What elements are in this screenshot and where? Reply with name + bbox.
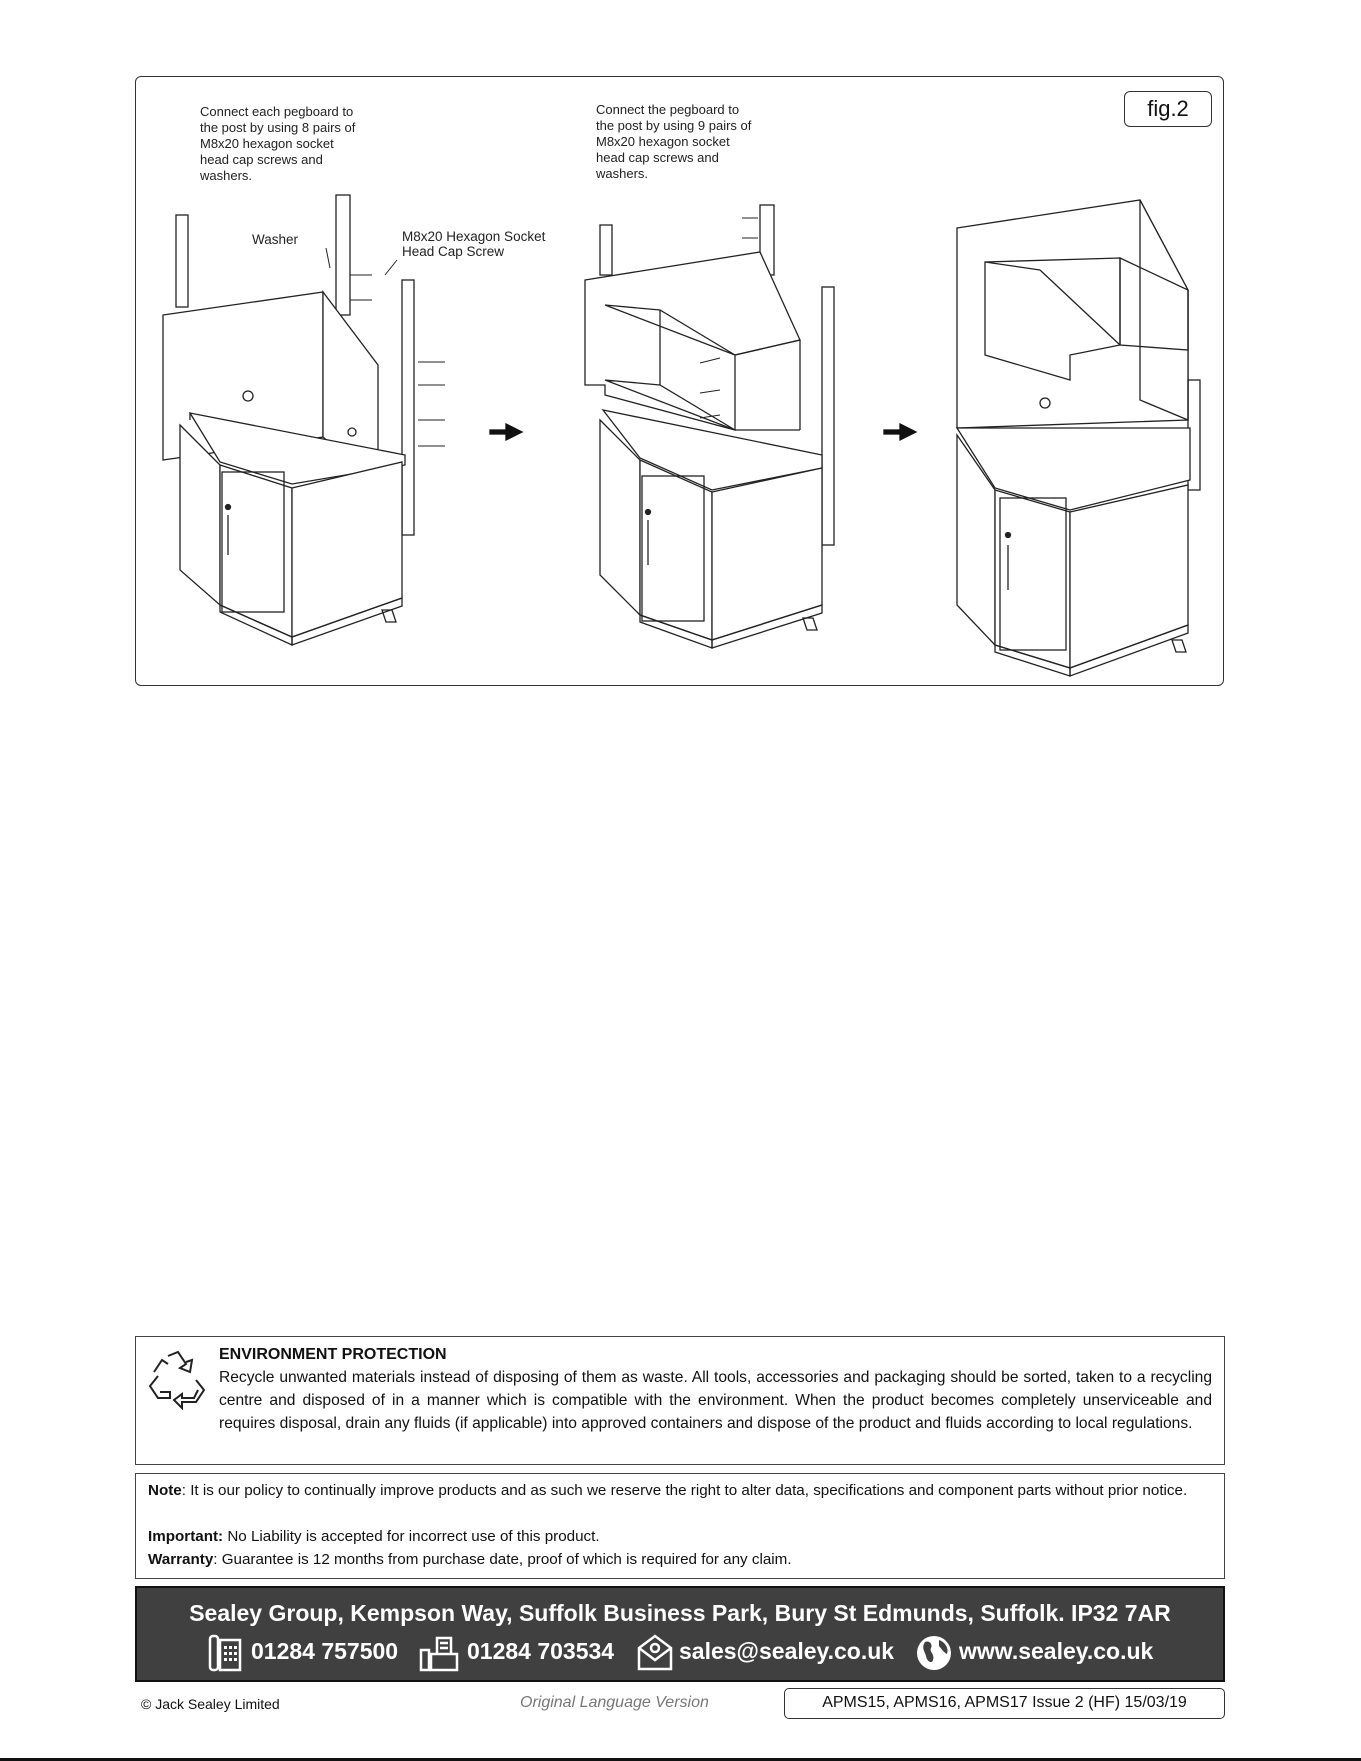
note-2-line: head cap screws and — [596, 150, 719, 165]
note-1-line: Connect each pegboard to — [200, 104, 354, 119]
note-1-line: M8x20 hexagon socket — [200, 136, 334, 151]
website-link[interactable]: www.sealey.co.uk — [959, 1638, 1154, 1664]
stage-1-cabinet — [163, 195, 445, 645]
washer-callout: Washer — [252, 232, 299, 247]
copyright: © Jack Sealey Limited — [141, 1696, 280, 1712]
note-1-line: washers. — [200, 168, 253, 183]
important-label: Important: — [148, 1528, 224, 1545]
center-post — [336, 195, 350, 315]
screw-callout-line: Head Cap Screw — [402, 244, 505, 259]
issue-label: APMS15, APMS16, APMS17 Issue 2 (HF) 15/03/19 — [822, 1694, 1187, 1711]
language-version: Original Language Version — [520, 1694, 709, 1711]
note-2-line: washers. — [596, 166, 649, 181]
important-text: No Liability is accepted for incorrect use of this product. — [223, 1528, 600, 1545]
figure-label: fig.2 — [1124, 91, 1212, 127]
note-2-line: Connect the pegboard to — [596, 102, 740, 117]
stage-2-cabinet — [585, 205, 834, 648]
warranty-label: Warranty — [148, 1551, 214, 1568]
note-2-line: M8x20 hexagon socket — [596, 134, 730, 149]
important-line — [148, 1526, 1216, 1548]
note-text: : It is our policy to continually improve products and as such we reserve the right to alter data, specifications and component parts without prior notice. — [181, 1482, 1188, 1499]
assembly-drawing — [0, 0, 1361, 700]
phone-icon — [206, 1634, 244, 1672]
note-1-line: the post by using 8 pairs of — [200, 120, 356, 135]
email-icon — [636, 1634, 674, 1672]
globe-icon — [915, 1634, 953, 1672]
arrow-right-2 — [884, 424, 916, 440]
warranty-line — [148, 1549, 1216, 1571]
upper-shelf — [585, 252, 800, 430]
note-label: Note — [148, 1482, 182, 1499]
stage-3-cabinet — [957, 200, 1200, 676]
fax-icon — [419, 1634, 459, 1672]
environment-text: Recycle unwanted materials instead of disposing of them as waste. All tools, accessories and packaging should be sorted, taken to a recycling centre and disposed of in a manner which is compatible with the environment. When the product becomes completely unserviceable and requires disposal, drain any fluids (if applicable) into approved containers and dispose of the product and fluids according to local regulations. — [219, 1369, 1212, 1432]
company-address: Sealey Group, Kempson Way, Suffolk Business Park, Bury St Edmunds, Suffolk. IP32 7AR — [189, 1600, 1171, 1626]
note-line — [148, 1480, 1216, 1502]
note-2-line: the post by using 9 pairs of — [596, 118, 752, 133]
fax-number[interactable]: 01284 703534 — [467, 1638, 615, 1664]
email-link[interactable]: sales@sealey.co.uk — [679, 1638, 895, 1664]
screw-callout-line: M8x20 Hexagon Socket — [402, 229, 546, 244]
right-post — [402, 280, 414, 535]
warranty-text: : Guarantee is 12 months from purchase date, proof of which is required for any claim. — [213, 1551, 792, 1568]
recycle-icon — [146, 1348, 208, 1410]
arrow-right-1 — [490, 424, 522, 440]
note-1-line: head cap screws and — [200, 152, 323, 167]
environment-title: ENVIRONMENT PROTECTION — [219, 1346, 447, 1363]
phone-number[interactable]: 01284 757500 — [251, 1638, 399, 1664]
left-post — [176, 215, 188, 307]
